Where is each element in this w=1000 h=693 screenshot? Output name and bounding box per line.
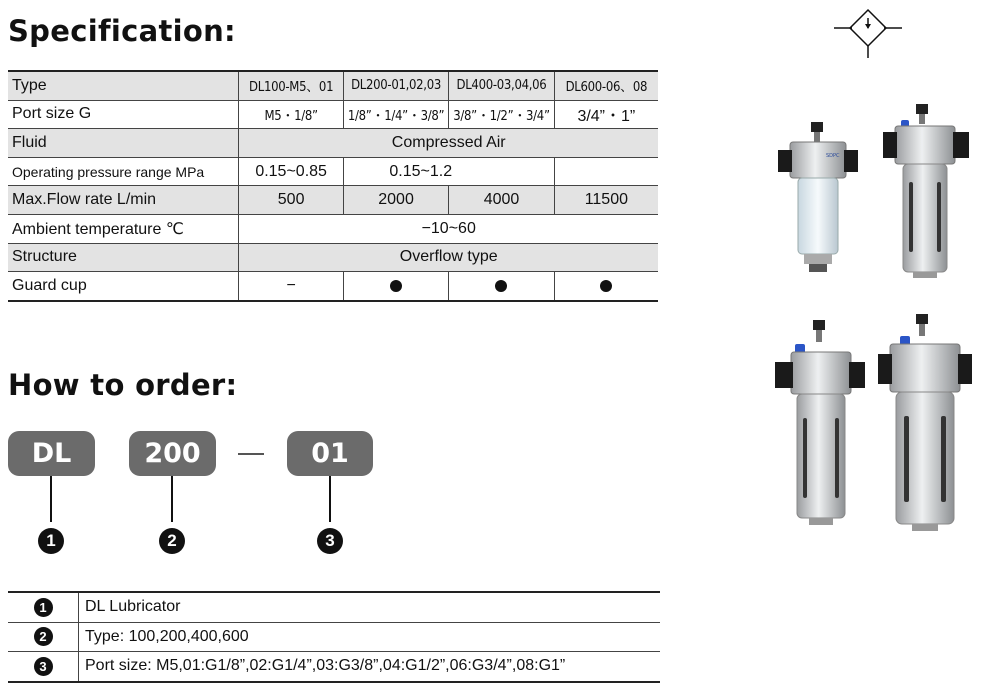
order-stem [329,476,331,522]
guard-cup-label: Guard cup [8,272,239,301]
legend-text: Type: 100,200,400,600 [79,622,661,652]
numbered-circle-icon: 1 [38,528,64,554]
order-stem [50,476,52,522]
lubricator-dl100-image [776,120,862,275]
structure-value: Overflow type [239,243,658,272]
numbered-circle-icon: 3 [34,657,53,676]
table-row [8,214,658,243]
order-legend-table [8,591,660,683]
numbered-circle-icon: 2 [34,627,53,646]
lubricator-dl400-image [775,318,867,528]
pressure-blank [554,157,658,186]
table-row [8,100,658,129]
legend-number [8,652,79,682]
brand-label: SDPC [826,153,840,159]
order-code-dash [238,453,264,455]
type-dl400: DL400-03,04,06 [449,71,554,100]
legend-text: DL Lubricator [79,592,661,622]
table-row [8,652,660,682]
structure-label: Structure [8,243,239,272]
lubricator-symbol-icon [832,4,904,60]
type-dl200: DL200-01,02,03 [343,71,448,100]
table-row [8,71,658,100]
flow-dl600: 11500 [554,186,658,215]
numbered-circle-icon: 3 [317,528,343,554]
temperature-value: −10~60 [239,214,658,243]
table-row [8,622,660,652]
flow-label: Max.Flow rate L/min [8,186,239,215]
how-to-order-heading: How to order: [8,368,238,402]
lubricator-dl600-image [878,312,972,534]
order-code-series: DL [8,431,95,476]
table-row [8,592,660,622]
table-row [8,272,658,301]
pressure-dl200-dl600: 0.15~1.2 [343,157,554,186]
guard-cup-dl100: − [239,272,343,301]
table-row [8,243,658,272]
port-size-dl100: M5・1/8” [239,100,343,129]
order-code-port: 01 [287,431,373,476]
fluid-label: Fluid [8,129,239,158]
lubricator-dl200-image [883,102,973,280]
flow-dl100: 500 [239,186,343,215]
bullet-dot-icon [600,280,612,292]
legend-number [8,622,79,652]
port-size-dl200: 1/8”・1/4”・3/8” [343,100,448,129]
temperature-label: Ambient temperature ℃ [8,214,239,243]
pressure-label: Operating pressure range MPa [8,157,239,186]
numbered-circle-icon: 1 [34,598,53,617]
specification-table [8,70,658,302]
type-label: Type [8,71,239,100]
type-dl100: DL100-M5、01 [239,71,343,100]
port-size-label: Port size G [8,100,239,129]
flow-dl200: 2000 [343,186,448,215]
specification-heading: Specification: [8,14,236,48]
bullet-dot-icon [495,280,507,292]
guard-cup-dl200 [343,272,448,301]
pressure-dl100: 0.15~0.85 [239,157,343,186]
guard-cup-dl600 [554,272,658,301]
table-row [8,157,658,186]
fluid-value: Compressed Air [239,129,658,158]
table-row [8,129,658,158]
guard-cup-dl400 [449,272,554,301]
legend-text: Port size: M5,01:G1/8”,02:G1/4”,03:G3/8”,04:G1/2”,06:G3/4”,08:G1” [85,657,566,675]
type-dl600: DL600-06、08 [554,71,658,100]
bullet-dot-icon [390,280,402,292]
port-size-dl600: 3/4”・1” [554,100,658,129]
legend-number [8,592,79,622]
order-code-type: 200 [129,431,216,476]
table-row [8,186,658,215]
flow-dl400: 4000 [449,186,554,215]
port-size-dl400: 3/8”・1/2”・3/4” [449,100,554,129]
order-stem [171,476,173,522]
numbered-circle-icon: 2 [159,528,185,554]
